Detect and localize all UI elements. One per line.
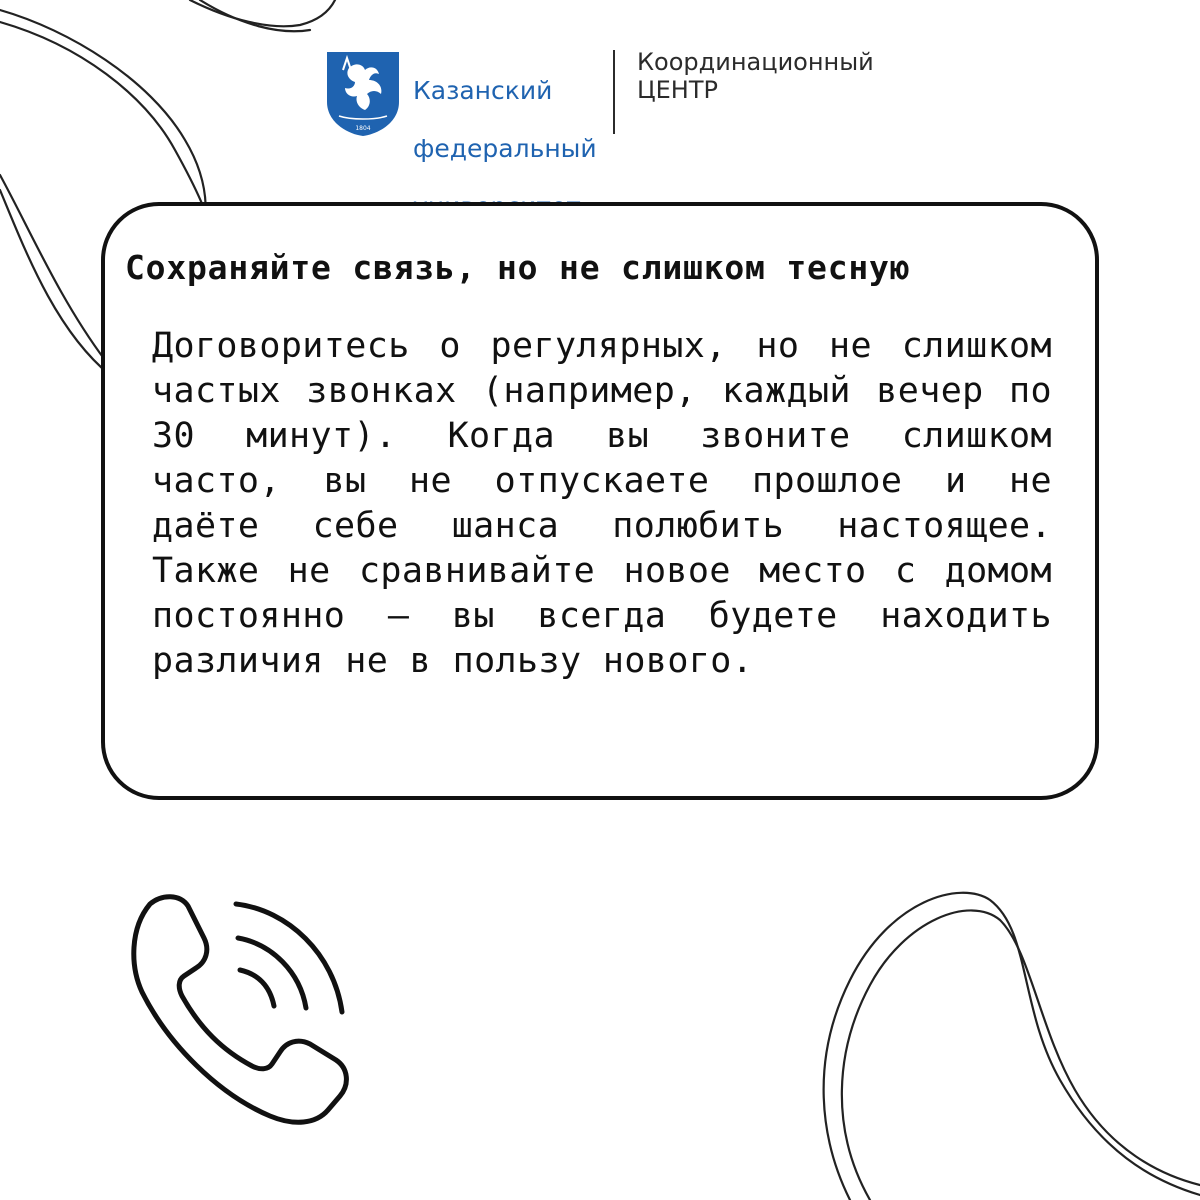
scribble-left-1	[0, 175, 105, 360]
scribble-bottom-right-1	[824, 893, 1200, 1200]
phone-call-icon	[122, 888, 352, 1128]
university-name-line-1: Казанский	[413, 76, 553, 105]
advice-card	[101, 202, 1099, 800]
scribble-bottom-right-2	[842, 910, 1200, 1200]
center-name-line-1: Координационный	[637, 48, 874, 76]
scribble-top-1	[190, 0, 335, 26]
header-divider	[613, 50, 615, 134]
logo-year: 1804	[355, 125, 371, 132]
center-name	[637, 48, 874, 104]
center-name-line-2: ЦЕНТР	[637, 76, 718, 104]
kfu-shield-logo	[325, 50, 401, 138]
card-title: Сохраняйте связь, но не слишком тесную	[125, 248, 911, 287]
card-body-text: Договоритесь о регулярных, но не слишком частых звонках (например, каждый вечер по 30 минут). Когда вы звоните слишком часто, вы не отпускаете прошлое и не даёте себе шанса полюбить настоящее. Также не сравнивайте новое место с домом постоянно – вы всегда будете находить различия не в пользу нового.	[152, 326, 1052, 681]
university-name-line-2: федеральный	[413, 134, 597, 163]
